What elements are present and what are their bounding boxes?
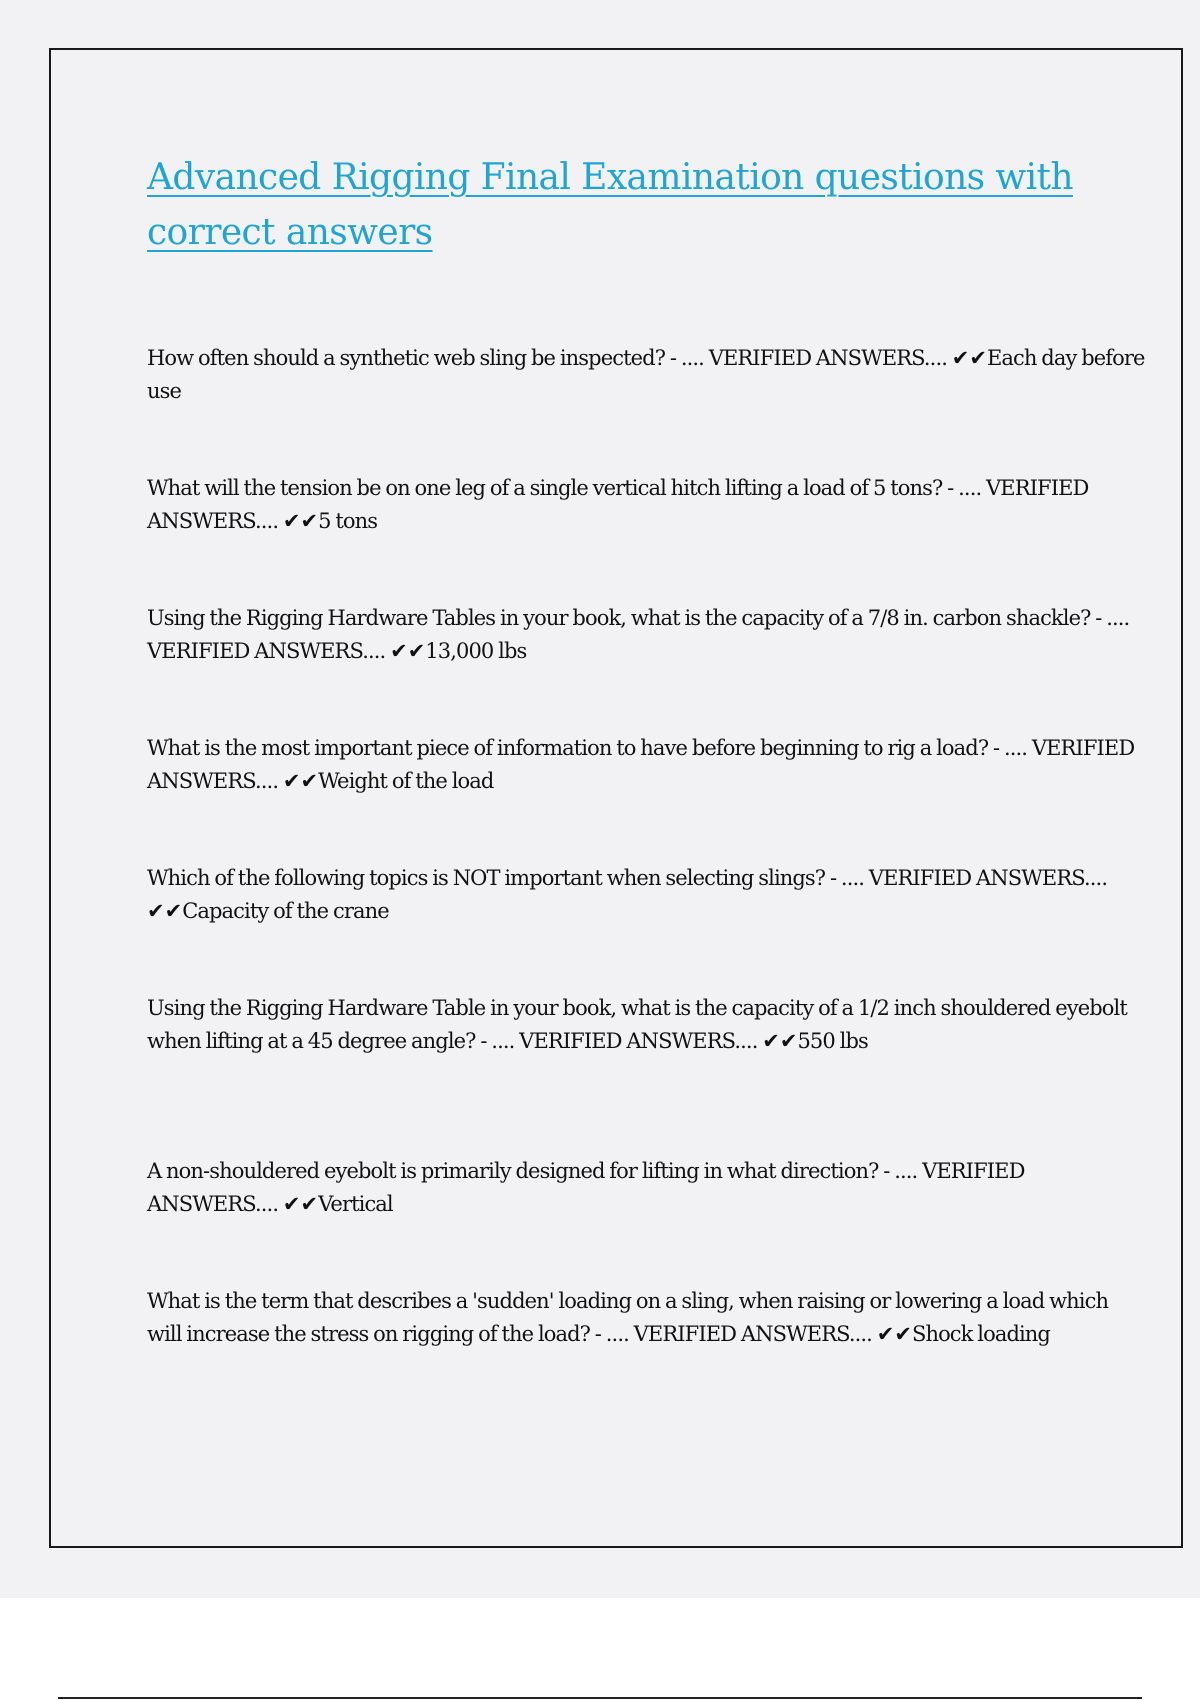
check-marks-icon: ✔✔ [762,1029,798,1053]
check-marks-icon: ✔✔ [282,769,319,793]
question-text: Using the Rigging Hardware Tables in your book, what is the capacity of a 7/8 in. carbon shackle? [147,606,1091,630]
question-text: What is the most important piece of information to have before beginning to rig a load? [147,736,989,760]
answer-marker: .... VERIFIED ANSWERS.... [147,476,1089,533]
answer-marker: .... VERIFIED ANSWERS.... [680,346,948,370]
question-text: Which of the following topics is NOT important when selecting slings? [147,866,826,890]
question-text: How often should a synthetic web sling be inspected? [147,346,666,370]
answer-marker: .... VERIFIED ANSWERS.... [491,1029,758,1053]
footer-divider [58,1697,1142,1699]
qa-item: What is the term that describes a 'sudden' loading on a sling, when raising or lowering a load which will increase the stress on rigging of the load? - .... VERIFIED ANSWERS.... ✔✔Shock loading [147,1289,1109,1346]
answer-text: Shock loading [911,1322,1050,1346]
qa-item: How often should a synthetic web sling be inspected? - .... VERIFIED ANSWERS.... ✔✔Each day before use [147,346,1145,403]
check-marks-icon: ✔✔ [282,509,319,533]
check-marks-icon: ✔✔ [390,639,426,663]
check-marks-icon: ✔✔ [147,899,183,923]
check-marks-icon: ✔✔ [876,1322,912,1346]
qa-item: Using the Rigging Hardware Tables in your book, what is the capacity of a 7/8 in. carbon shackle? - .... VERIFIED ANSWERS.... ✔✔13,000 lbs [147,606,1130,663]
question-text: A non-shouldered eyebolt is primarily designed for lifting in what direction? [147,1159,879,1183]
document-title[interactable]: Advanced Rigging Final Examination questions with correct answers [147,157,1073,253]
answer-text: Capacity of the crane [182,899,389,923]
answer-text: Vertical [318,1192,393,1216]
question-text: What is the term that describes a 'sudden' loading on a sling, when raising or lowering a load which will increase the stress on rigging of the load? [147,1289,1109,1346]
qa-item: Using the Rigging Hardware Table in your book, what is the capacity of a 1/2 inch shouldered eyebolt when lifting at a 45 degree angle? - .... VERIFIED ANSWERS.... ✔✔550 lbs [147,996,1127,1053]
answer-marker: .... VERIFIED ANSWERS.... [840,866,1108,890]
answer-marker: .... VERIFIED ANSWERS.... [147,736,1135,793]
answer-text: 5 tons [318,509,378,533]
document-frame [49,48,1183,1548]
answer-text: 550 lbs [797,1029,868,1053]
answer-marker: .... VERIFIED ANSWERS.... [147,606,1130,663]
qa-item: What is the most important piece of information to have before beginning to rig a load? - .... VERIFIED ANSWERS.... ✔✔Weight of the load [147,736,1135,793]
answer-marker: .... VERIFIED ANSWERS.... [147,1159,1025,1216]
question-text: What will the tension be on one leg of a single vertical hitch lifting a load of 5 tons? [147,476,943,500]
answer-text: 13,000 lbs [425,639,527,663]
answer-text: Each day before use [147,346,1145,403]
qa-item: Which of the following topics is NOT important when selecting slings? - .... VERIFIED ANSWERS.... ✔✔Capacity of the crane [147,866,1108,923]
question-text: Using the Rigging Hardware Table in your book, what is the capacity of a 1/2 inch shouldered eyebolt when lifting at a 45 degree angle? [147,996,1127,1053]
answer-text: Weight of the load [318,769,494,793]
qa-item: What will the tension be on one leg of a single vertical hitch lifting a load of 5 tons? - .... VERIFIED ANSWERS.... ✔✔5 tons [147,476,1089,533]
check-marks-icon: ✔✔ [282,1192,319,1216]
check-marks-icon: ✔✔ [951,346,987,370]
answer-marker: .... VERIFIED ANSWERS.... [605,1322,872,1346]
qa-item: A non-shouldered eyebolt is primarily designed for lifting in what direction? - .... VERIFIED ANSWERS.... ✔✔Vertical [147,1159,1025,1216]
